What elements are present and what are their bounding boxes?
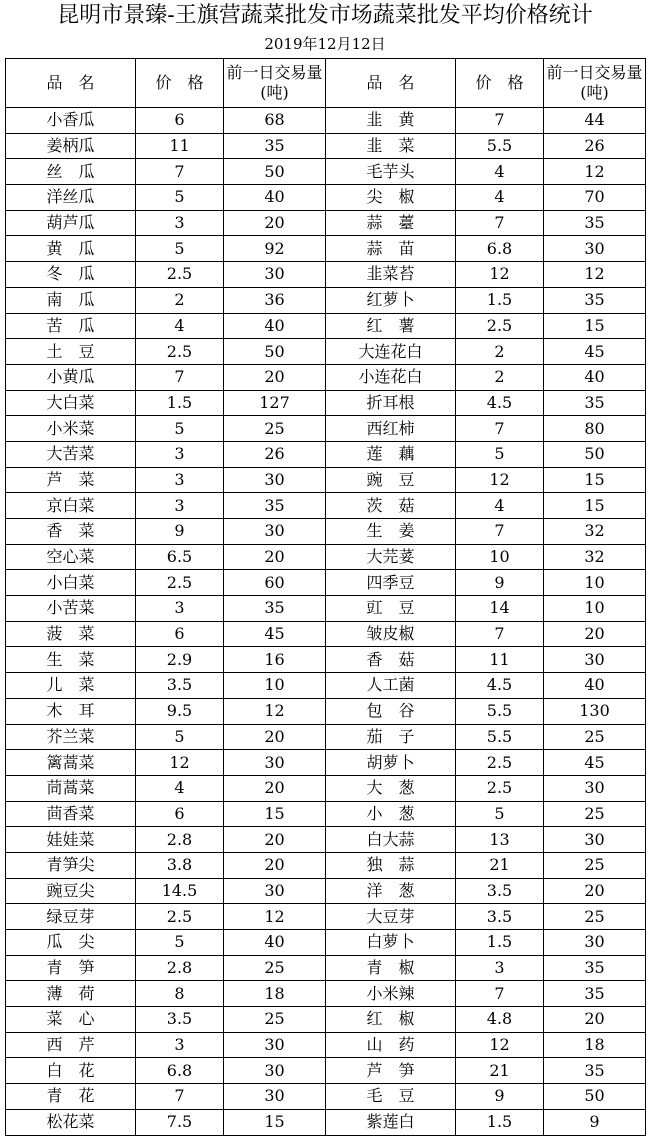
cell-price-right: 7 xyxy=(456,981,544,1007)
table-row xyxy=(6,1058,646,1084)
cell-price-right: 21 xyxy=(456,852,544,878)
cell-volume-left: 10 xyxy=(224,673,326,699)
cell-volume-left: 30 xyxy=(224,750,326,776)
cell-name-left: 小白菜 xyxy=(6,570,136,596)
cell-volume-left: 30 xyxy=(224,878,326,904)
cell-price-right: 7 xyxy=(456,416,544,442)
cell-name-left: 青 笋 xyxy=(6,955,136,981)
cell-price-left: 9 xyxy=(136,519,224,545)
cell-price-right: 4.8 xyxy=(456,1007,544,1033)
cell-name-left: 芥兰菜 xyxy=(6,724,136,750)
table-row xyxy=(6,878,646,904)
cell-price-right: 1.5 xyxy=(456,287,544,313)
cell-price-left: 3 xyxy=(136,1032,224,1058)
cell-name-right: 芦 笋 xyxy=(326,1058,456,1084)
cell-name-left: 葫芦瓜 xyxy=(6,210,136,236)
cell-price-right: 2.5 xyxy=(456,313,544,339)
cell-price-left: 5 xyxy=(136,185,224,211)
cell-volume-left: 68 xyxy=(224,108,326,134)
cell-volume-right: 15 xyxy=(544,467,646,493)
cell-name-left: 洋丝瓜 xyxy=(6,185,136,211)
cell-name-right: 大豆芽 xyxy=(326,904,456,930)
table-row xyxy=(6,236,646,262)
cell-name-left: 土 豆 xyxy=(6,339,136,365)
cell-price-left: 2.8 xyxy=(136,955,224,981)
cell-price-left: 7 xyxy=(136,364,224,390)
cell-volume-right: 50 xyxy=(544,441,646,467)
cell-name-right: 莲 藕 xyxy=(326,441,456,467)
cell-volume-right: 35 xyxy=(544,390,646,416)
cell-volume-left: 25 xyxy=(224,416,326,442)
cell-price-right: 3.5 xyxy=(456,904,544,930)
cell-volume-left: 25 xyxy=(224,1007,326,1033)
cell-name-left: 青 花 xyxy=(6,1084,136,1110)
cell-volume-left: 35 xyxy=(224,596,326,622)
cell-name-left: 娃娃菜 xyxy=(6,827,136,853)
cell-price-left: 3 xyxy=(136,467,224,493)
cell-volume-left: 30 xyxy=(224,262,326,288)
cell-volume-right: 20 xyxy=(544,1007,646,1033)
cell-price-right: 14 xyxy=(456,596,544,622)
cell-volume-right: 26 xyxy=(544,133,646,159)
cell-volume-left: 92 xyxy=(224,236,326,262)
cell-name-left: 丝 瓜 xyxy=(6,159,136,185)
cell-price-left: 3.8 xyxy=(136,852,224,878)
cell-name-right: 折耳根 xyxy=(326,390,456,416)
cell-volume-left: 30 xyxy=(224,1084,326,1110)
cell-price-right: 3.5 xyxy=(456,878,544,904)
table-row xyxy=(6,544,646,570)
cell-price-right: 2 xyxy=(456,364,544,390)
cell-name-left: 香 菜 xyxy=(6,519,136,545)
table-row xyxy=(6,108,646,134)
table-row xyxy=(6,441,646,467)
cell-price-left: 9.5 xyxy=(136,698,224,724)
cell-price-right: 1.5 xyxy=(456,930,544,956)
cell-volume-right: 20 xyxy=(544,621,646,647)
cell-volume-right: 80 xyxy=(544,416,646,442)
table-row xyxy=(6,1032,646,1058)
cell-price-left: 2.5 xyxy=(136,904,224,930)
cell-price-right: 4 xyxy=(456,159,544,185)
cell-name-left: 黄 瓜 xyxy=(6,236,136,262)
table-row xyxy=(6,596,646,622)
cell-name-left: 冬 瓜 xyxy=(6,262,136,288)
header-price-left: 价 格 xyxy=(136,59,224,108)
table-row xyxy=(6,724,646,750)
cell-volume-right: 10 xyxy=(544,570,646,596)
cell-volume-right: 45 xyxy=(544,750,646,776)
cell-price-left: 2.8 xyxy=(136,827,224,853)
cell-volume-right: 30 xyxy=(544,236,646,262)
cell-volume-left: 35 xyxy=(224,493,326,519)
cell-name-left: 儿 菜 xyxy=(6,673,136,699)
cell-price-left: 3.5 xyxy=(136,1007,224,1033)
cell-price-left: 2 xyxy=(136,287,224,313)
cell-price-left: 6 xyxy=(136,108,224,134)
cell-name-left: 木 耳 xyxy=(6,698,136,724)
cell-price-right: 2 xyxy=(456,339,544,365)
price-table xyxy=(5,58,646,1136)
cell-price-left: 8 xyxy=(136,981,224,1007)
cell-volume-right: 130 xyxy=(544,698,646,724)
cell-name-right: 青 椒 xyxy=(326,955,456,981)
cell-price-right: 12 xyxy=(456,262,544,288)
cell-volume-right: 25 xyxy=(544,801,646,827)
cell-volume-left: 20 xyxy=(224,827,326,853)
cell-name-right: 大芫荽 xyxy=(326,544,456,570)
cell-volume-right: 15 xyxy=(544,493,646,519)
cell-price-right: 7 xyxy=(456,621,544,647)
cell-volume-left: 16 xyxy=(224,647,326,673)
table-row xyxy=(6,904,646,930)
table-row xyxy=(6,519,646,545)
cell-volume-right: 30 xyxy=(544,827,646,853)
table-row xyxy=(6,981,646,1007)
cell-volume-left: 20 xyxy=(224,724,326,750)
cell-volume-left: 15 xyxy=(224,1109,326,1135)
cell-name-right: 香 菇 xyxy=(326,647,456,673)
table-row xyxy=(6,1084,646,1110)
table-row xyxy=(6,1007,646,1033)
table-row xyxy=(6,673,646,699)
cell-volume-left: 15 xyxy=(224,801,326,827)
cell-name-left: 空心菜 xyxy=(6,544,136,570)
cell-price-left: 12 xyxy=(136,750,224,776)
cell-price-left: 11 xyxy=(136,133,224,159)
cell-price-right: 10 xyxy=(456,544,544,570)
cell-volume-right: 30 xyxy=(544,775,646,801)
cell-name-right: 豇 豆 xyxy=(326,596,456,622)
table-row xyxy=(6,390,646,416)
cell-name-left: 姜柄瓜 xyxy=(6,133,136,159)
cell-name-right: 白萝卜 xyxy=(326,930,456,956)
cell-name-left: 绿豆芽 xyxy=(6,904,136,930)
table-row xyxy=(6,287,646,313)
cell-volume-left: 40 xyxy=(224,930,326,956)
cell-name-right: 毛 豆 xyxy=(326,1084,456,1110)
cell-price-left: 4 xyxy=(136,775,224,801)
cell-price-right: 4.5 xyxy=(456,673,544,699)
table-row xyxy=(6,930,646,956)
cell-name-right: 韭 菜 xyxy=(326,133,456,159)
cell-name-left: 茴香菜 xyxy=(6,801,136,827)
cell-volume-left: 18 xyxy=(224,981,326,1007)
cell-price-left: 2.5 xyxy=(136,339,224,365)
table-row xyxy=(6,570,646,596)
cell-name-right: 生 姜 xyxy=(326,519,456,545)
cell-price-right: 1.5 xyxy=(456,1109,544,1135)
cell-name-right: 独 蒜 xyxy=(326,852,456,878)
cell-name-left: 瓜 尖 xyxy=(6,930,136,956)
cell-name-right: 洋 葱 xyxy=(326,878,456,904)
cell-volume-right: 32 xyxy=(544,544,646,570)
cell-name-left: 薄 荷 xyxy=(6,981,136,1007)
header-name-right: 品 名 xyxy=(326,59,456,108)
cell-name-right: 尖 椒 xyxy=(326,185,456,211)
report-date: 2019年12月12日 xyxy=(264,35,386,53)
cell-volume-right: 40 xyxy=(544,364,646,390)
cell-name-right: 胡萝卜 xyxy=(326,750,456,776)
cell-volume-right: 9 xyxy=(544,1109,646,1135)
table-body xyxy=(6,108,646,1136)
cell-volume-right: 10 xyxy=(544,596,646,622)
header-volume-right: 前一日交易量(吨) xyxy=(544,59,646,108)
cell-price-left: 6.5 xyxy=(136,544,224,570)
cell-price-right: 11 xyxy=(456,647,544,673)
cell-name-right: 紫莲白 xyxy=(326,1109,456,1135)
cell-volume-left: 45 xyxy=(224,621,326,647)
cell-name-right: 大 葱 xyxy=(326,775,456,801)
cell-volume-right: 45 xyxy=(544,339,646,365)
cell-volume-right: 20 xyxy=(544,878,646,904)
cell-volume-right: 18 xyxy=(544,1032,646,1058)
cell-volume-right: 12 xyxy=(544,159,646,185)
cell-name-right: 皱皮椒 xyxy=(326,621,456,647)
table-row xyxy=(6,1109,646,1135)
cell-price-right: 4 xyxy=(456,493,544,519)
cell-volume-right: 12 xyxy=(544,262,646,288)
table-row xyxy=(6,416,646,442)
cell-name-right: 韭 黄 xyxy=(326,108,456,134)
table-row xyxy=(6,364,646,390)
cell-price-right: 9 xyxy=(456,570,544,596)
cell-price-right: 5.5 xyxy=(456,698,544,724)
cell-volume-left: 12 xyxy=(224,698,326,724)
cell-volume-right: 70 xyxy=(544,185,646,211)
table-row xyxy=(6,698,646,724)
cell-price-right: 5 xyxy=(456,441,544,467)
table-row xyxy=(6,185,646,211)
cell-volume-left: 12 xyxy=(224,904,326,930)
cell-name-right: 小 葱 xyxy=(326,801,456,827)
cell-name-right: 小连花白 xyxy=(326,364,456,390)
cell-price-right: 5.5 xyxy=(456,724,544,750)
table-row xyxy=(6,262,646,288)
cell-price-left: 5 xyxy=(136,930,224,956)
table-row xyxy=(6,955,646,981)
cell-name-right: 包 谷 xyxy=(326,698,456,724)
cell-volume-left: 50 xyxy=(224,339,326,365)
cell-volume-right: 25 xyxy=(544,852,646,878)
cell-volume-left: 25 xyxy=(224,955,326,981)
cell-name-left: 南 瓜 xyxy=(6,287,136,313)
cell-volume-right: 25 xyxy=(544,904,646,930)
cell-volume-left: 40 xyxy=(224,185,326,211)
cell-price-left: 3 xyxy=(136,210,224,236)
cell-name-left: 菠 菜 xyxy=(6,621,136,647)
cell-price-right: 9 xyxy=(456,1084,544,1110)
cell-name-right: 红 薯 xyxy=(326,313,456,339)
cell-name-right: 豌 豆 xyxy=(326,467,456,493)
cell-name-right: 红萝卜 xyxy=(326,287,456,313)
cell-volume-right: 35 xyxy=(544,210,646,236)
cell-volume-left: 40 xyxy=(224,313,326,339)
table-row xyxy=(6,775,646,801)
cell-name-left: 小香瓜 xyxy=(6,108,136,134)
cell-name-left: 大苦菜 xyxy=(6,441,136,467)
cell-price-right: 6.8 xyxy=(456,236,544,262)
cell-name-left: 小黄瓜 xyxy=(6,364,136,390)
cell-name-left: 芦 菜 xyxy=(6,467,136,493)
cell-price-right: 2.5 xyxy=(456,775,544,801)
cell-price-left: 6 xyxy=(136,801,224,827)
cell-name-left: 豌豆尖 xyxy=(6,878,136,904)
cell-price-right: 4 xyxy=(456,185,544,211)
table-row xyxy=(6,210,646,236)
cell-name-left: 菜 心 xyxy=(6,1007,136,1033)
cell-name-right: 白大蒜 xyxy=(326,827,456,853)
cell-volume-left: 20 xyxy=(224,775,326,801)
table-row xyxy=(6,133,646,159)
cell-name-right: 韭菜苔 xyxy=(326,262,456,288)
cell-price-right: 7 xyxy=(456,519,544,545)
cell-name-right: 山 药 xyxy=(326,1032,456,1058)
header-row xyxy=(6,59,646,108)
header-price-right: 价 格 xyxy=(456,59,544,108)
cell-volume-left: 20 xyxy=(224,852,326,878)
cell-price-right: 21 xyxy=(456,1058,544,1084)
cell-volume-left: 30 xyxy=(224,519,326,545)
cell-price-right: 13 xyxy=(456,827,544,853)
cell-volume-right: 44 xyxy=(544,108,646,134)
cell-price-left: 2.5 xyxy=(136,262,224,288)
cell-name-right: 蒜 薹 xyxy=(326,210,456,236)
cell-name-right: 毛芋头 xyxy=(326,159,456,185)
cell-volume-left: 30 xyxy=(224,467,326,493)
table-row xyxy=(6,493,646,519)
cell-volume-left: 60 xyxy=(224,570,326,596)
cell-name-left: 白 花 xyxy=(6,1058,136,1084)
cell-volume-right: 30 xyxy=(544,647,646,673)
cell-name-left: 小米菜 xyxy=(6,416,136,442)
table-row xyxy=(6,801,646,827)
table-row xyxy=(6,827,646,853)
cell-price-left: 2.9 xyxy=(136,647,224,673)
cell-price-left: 5 xyxy=(136,236,224,262)
cell-volume-left: 50 xyxy=(224,159,326,185)
table-row xyxy=(6,647,646,673)
table-row xyxy=(6,621,646,647)
cell-name-right: 四季豆 xyxy=(326,570,456,596)
cell-price-left: 5 xyxy=(136,416,224,442)
cell-volume-left: 127 xyxy=(224,390,326,416)
cell-price-left: 7 xyxy=(136,1084,224,1110)
cell-volume-left: 30 xyxy=(224,1058,326,1084)
cell-volume-right: 40 xyxy=(544,673,646,699)
cell-name-right: 大连花白 xyxy=(326,339,456,365)
page-title: 昆明市景臻-王旗营蔬菜批发市场蔬菜批发平均价格统计 xyxy=(57,3,593,28)
cell-price-right: 12 xyxy=(456,467,544,493)
cell-name-left: 西 芹 xyxy=(6,1032,136,1058)
cell-name-right: 小米辣 xyxy=(326,981,456,1007)
cell-price-left: 4 xyxy=(136,313,224,339)
cell-volume-right: 30 xyxy=(544,930,646,956)
cell-price-right: 3 xyxy=(456,955,544,981)
cell-name-right: 茄 子 xyxy=(326,724,456,750)
cell-price-left: 3.5 xyxy=(136,673,224,699)
cell-volume-right: 35 xyxy=(544,981,646,1007)
cell-volume-left: 20 xyxy=(224,364,326,390)
cell-volume-right: 32 xyxy=(544,519,646,545)
cell-name-left: 茼蒿菜 xyxy=(6,775,136,801)
cell-price-right: 12 xyxy=(456,1032,544,1058)
table-row xyxy=(6,750,646,776)
cell-volume-left: 20 xyxy=(224,544,326,570)
table-row xyxy=(6,852,646,878)
table-row xyxy=(6,339,646,365)
cell-price-left: 3 xyxy=(136,493,224,519)
cell-name-right: 人工菌 xyxy=(326,673,456,699)
cell-volume-right: 15 xyxy=(544,313,646,339)
cell-price-right: 5 xyxy=(456,801,544,827)
cell-volume-right: 50 xyxy=(544,1084,646,1110)
cell-price-left: 6.8 xyxy=(136,1058,224,1084)
cell-name-right: 蒜 苗 xyxy=(326,236,456,262)
cell-volume-right: 35 xyxy=(544,955,646,981)
cell-name-left: 松花菜 xyxy=(6,1109,136,1135)
cell-price-right: 5.5 xyxy=(456,133,544,159)
cell-name-left: 生 菜 xyxy=(6,647,136,673)
cell-price-right: 7 xyxy=(456,108,544,134)
cell-volume-left: 20 xyxy=(224,210,326,236)
cell-price-left: 14.5 xyxy=(136,878,224,904)
cell-volume-left: 35 xyxy=(224,133,326,159)
cell-name-right: 西红柿 xyxy=(326,416,456,442)
cell-price-left: 3 xyxy=(136,596,224,622)
cell-price-left: 6 xyxy=(136,621,224,647)
cell-price-right: 7 xyxy=(456,210,544,236)
cell-price-left: 7 xyxy=(136,159,224,185)
cell-price-right: 2.5 xyxy=(456,750,544,776)
cell-price-left: 2.5 xyxy=(136,570,224,596)
cell-volume-right: 35 xyxy=(544,1058,646,1084)
cell-name-left: 京白菜 xyxy=(6,493,136,519)
cell-name-left: 苦 瓜 xyxy=(6,313,136,339)
cell-volume-left: 36 xyxy=(224,287,326,313)
table-row xyxy=(6,159,646,185)
cell-name-right: 茨 菇 xyxy=(326,493,456,519)
cell-volume-right: 35 xyxy=(544,287,646,313)
header-volume-left: 前一日交易量(吨) xyxy=(224,59,326,108)
cell-volume-right: 25 xyxy=(544,724,646,750)
cell-price-left: 1.5 xyxy=(136,390,224,416)
table-row xyxy=(6,467,646,493)
cell-volume-left: 26 xyxy=(224,441,326,467)
header-name-left: 品 名 xyxy=(6,59,136,108)
cell-price-left: 7.5 xyxy=(136,1109,224,1135)
cell-volume-left: 30 xyxy=(224,1032,326,1058)
cell-name-left: 大白菜 xyxy=(6,390,136,416)
cell-name-right: 红 椒 xyxy=(326,1007,456,1033)
table-row xyxy=(6,313,646,339)
cell-price-right: 4.5 xyxy=(456,390,544,416)
cell-name-left: 篱蒿菜 xyxy=(6,750,136,776)
cell-price-left: 5 xyxy=(136,724,224,750)
cell-name-left: 青笋尖 xyxy=(6,852,136,878)
cell-price-left: 3 xyxy=(136,441,224,467)
cell-name-left: 小苦菜 xyxy=(6,596,136,622)
